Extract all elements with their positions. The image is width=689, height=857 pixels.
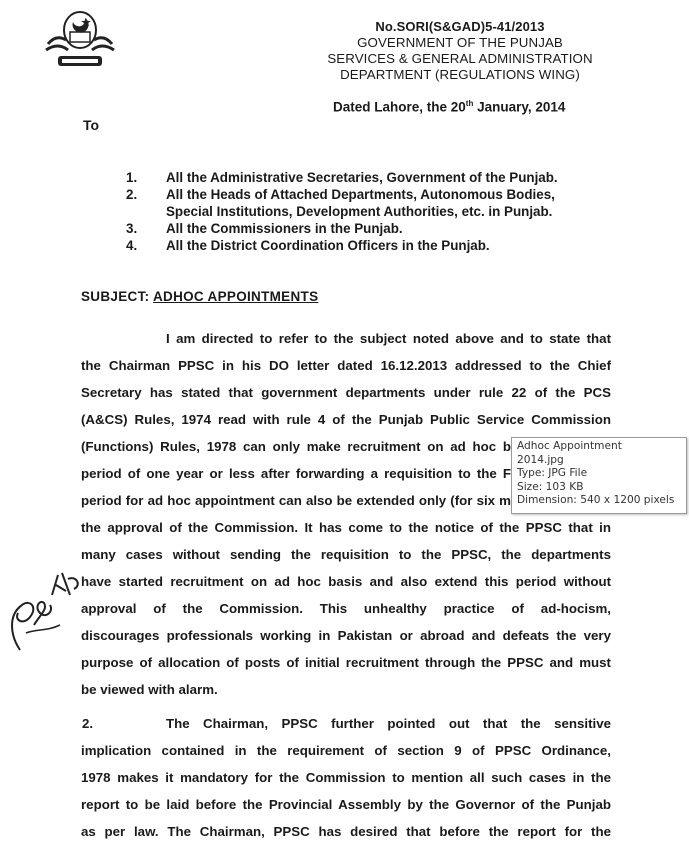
para1-line: the Chairman PPSC in his DO letter dated 16.12.2013 addressed to the Chief <box>81 358 611 373</box>
para1-line: Secretary has stated that government departments under rule 22 of the PCS <box>81 385 611 400</box>
tooltip-file-type: Type: JPG File <box>517 467 588 480</box>
para1-line: approval of the Commission. This unhealthy practice of ad-hocism, <box>81 601 611 616</box>
para1-line: the approval of the Commission. It has come to the notice of the PPSC that in <box>81 520 611 535</box>
para2-number: 2. <box>82 716 94 731</box>
para1-line: many cases without sending the requisition to the PPSC, the departments <box>81 547 611 562</box>
handwritten-signature <box>0 555 90 665</box>
para2-line: as per law. The Chairman, PPSC has desired that before the report for the <box>81 824 611 839</box>
tooltip-file-name: Adhoc Appointment <box>517 440 622 452</box>
file-info-tooltip <box>511 437 687 514</box>
para2-line: implication contained in the requirement of section 9 of PPSC Ordinance, <box>81 743 611 758</box>
header-line-1: GOVERNMENT OF THE PUNJAB <box>357 35 563 50</box>
para1-line: discourages professionals working in Pakistan or abroad and defeats the very <box>81 628 611 643</box>
para1-line: be viewed with alarm. <box>81 682 218 697</box>
header-line-2: SERVICES & GENERAL ADMINISTRATION <box>327 51 593 66</box>
para2-line: report to be laid before the Provincial Assembly by the Governor of the Punjab <box>81 797 611 812</box>
tooltip-file-size: Size: 103 KB <box>517 480 584 493</box>
addressee-item: 3. All the Commissioners in the Punjab. <box>126 221 403 236</box>
para1-line: period of one year or less after forwarding a requisition to the F <box>81 466 511 481</box>
addressee-item-continued: Special Institutions, Development Authorities, etc. in Punjab. <box>166 204 553 219</box>
para1-line: (Functions) Rules, 1978 can only make recruitment on ad hoc b <box>81 439 511 454</box>
reference-number: No.SORI(S&GAD)5-41/2013 <box>375 19 545 34</box>
para2-line: 1978 makes it mandatory for the Commission to mention all such cases in the <box>81 770 611 785</box>
addressee-item: 4. All the District Coordination Officers in the Punjab. <box>126 238 490 253</box>
para1-line: purpose of allocation of posts of initial recruitment through the PPSC and must <box>81 655 611 670</box>
tooltip-file-name-continued: 2014.jpg <box>517 453 564 466</box>
tooltip-file-dimension: Dimension: 540 x 1200 pixels <box>517 494 675 507</box>
date-line: Dated Lahore, the 20th January, 2014 <box>333 99 566 115</box>
para1-line: period for ad hoc appointment can also be extended only (for six m <box>81 493 511 508</box>
para2-line: The Chairman, PPSC further pointed out that the sensitive <box>166 716 611 731</box>
government-crest-logo <box>40 6 120 76</box>
subject-line: SUBJECT: ADHOC APPOINTMENTS <box>81 289 319 304</box>
addressee-item: 2. All the Heads of Attached Departments, Autonomous Bodies, <box>126 187 555 202</box>
para1-line: (A&CS) Rules, 1974 read with rule 4 of the Punjab Public Service Commission <box>81 412 611 427</box>
addressee-item: 1. All the Administrative Secretaries, Government of the Punjab. <box>126 170 558 185</box>
para1-line: have started recruitment on ad hoc basis and also extend this period without <box>81 574 611 589</box>
to-label: To <box>83 117 100 133</box>
header-line-3: DEPARTMENT (REGULATIONS WING) <box>340 67 580 82</box>
para1-line: I am directed to refer to the subject noted above and to state that <box>166 331 611 346</box>
